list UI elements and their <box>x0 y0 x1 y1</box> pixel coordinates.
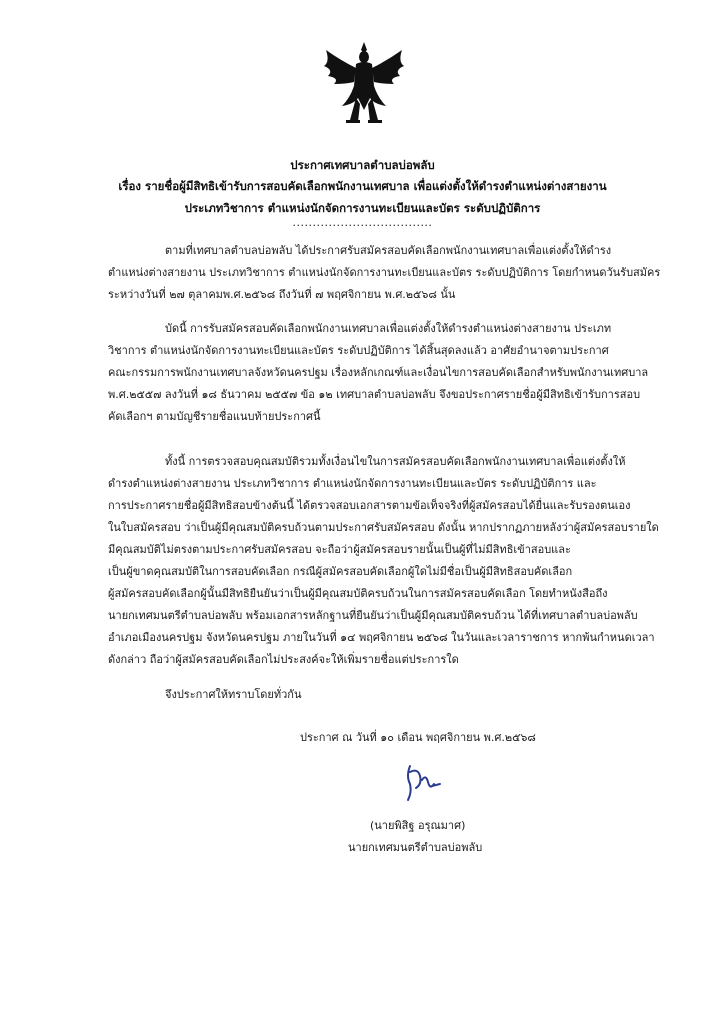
para2-line: พ.ศ.๒๕๕๗ ลงวันที่ ๑๘ ธันวาคม ๒๕๕๗ ข้อ ๑๒ เทศบาลตำบลบ่อพลับ จึงขอประกาศรายชื่อผู้มีสิทธิเข้ารับการสอบ <box>108 388 641 401</box>
title-divider: ................................... <box>292 216 433 229</box>
announcement-subject: เรื่อง รายชื่อผู้มีสิทธิเข้ารับการสอบคัดเลือกพนักงานเทศบาล เพื่อแต่งตั้งให้ดำรงตำแหน่งต่างสายงาน <box>118 179 607 193</box>
para2-line: คณะกรรมการพนักงานเทศบาลจังหวัดนครปฐม เรื่องหลักเกณฑ์และเงื่อนไขการสอบคัดเลือกสำหรับพนักงานเทศบาล <box>108 366 649 379</box>
para3-line: ดำรงตำแหน่งต่างสายงาน ประเภทวิชาการ ตำแหน่งนักจัดการงานทะเบียนและบัตร ระดับปฏิบัติการ และ <box>108 477 597 490</box>
para3-line: ผู้สมัครสอบคัดเลือกผู้นั้นมีสิทธิยืนยันว่าเป็นผู้มีคุณสมบัติครบถ้วนในการสมัครสอบคัดเลือก โดยทำหนังสือถึง <box>108 587 608 600</box>
signature-icon <box>396 762 448 806</box>
para3-line: มีคุณสมบัติไม่ตรงตามประกาศรับสมัครสอบ จะถือว่าผู้สมัครสอบรายนั้นเป็นผู้ที่ไม่มีสิทธิเข้าสอบและ <box>108 543 571 556</box>
announcement-subject-line2: ประเภทวิชาการ ตำแหน่งนักจัดการงานทะเบียนและบัตร ระดับปฏิบัติการ <box>184 201 541 215</box>
para3-line: ทั้งนี้ การตรวจสอบคุณสมบัติรวมทั้งเงื่อนไขในการสมัครสอบคัดเลือกพนักงานเทศบาลเพื่อแต่งตั้งให้ <box>165 455 626 468</box>
announcement-title: ประกาศเทศบาลตำบลบ่อพลับ <box>290 158 435 172</box>
garuda-emblem-icon <box>320 40 408 126</box>
para1-line: ตำแหน่งต่างสายงาน ประเภทวิชาการ ตำแหน่งนักจัดการงานทะเบียนและบัตร ระดับปฏิบัติการ โดยกำหนดวันรับสมัคร <box>108 266 661 279</box>
para3-line: ดังกล่าว ถือว่าผู้สมัครสอบคัดเลือกไม่ประสงค์จะให้เพิ่มรายชื่อแต่ประการใด <box>108 653 459 666</box>
para3-line: อำเภอเมืองนครปฐม จังหวัดนครปฐม ภายในวันที่ ๑๔ พฤศจิกายน ๒๕๖๘ ในวันและเวลาราชการ หากพ้นกำหนดเวลา <box>108 631 655 644</box>
para2-line: คัดเลือกฯ ตามบัญชีรายชื่อแนบท้ายประกาศนี้ <box>108 410 321 423</box>
para2-line: บัดนี้ การรับสมัครสอบคัดเลือกพนักงานเทศบาลเพื่อแต่งตั้งให้ดำรงตำแหน่งต่างสายงาน ประเภท <box>165 322 612 335</box>
closing-line: จึงประกาศให้ทราบโดยทั่วกัน <box>165 688 302 701</box>
para3-line: ในใบสมัครสอบ ว่าเป็นผู้มีคุณสมบัติครบถ้วนตามประกาศรับสมัครสอบ ดังนั้น หากปรากฏภายหลังว่าผู้สมัครสอบรายใด <box>108 521 659 534</box>
para3-line: เป็นผู้ขาดคุณสมบัติในการสอบคัดเลือก กรณีผู้สมัครสอบคัดเลือกผู้ใดไม่มีชื่อเป็นผู้มีสิทธิสอบคัดเลือก <box>108 565 573 578</box>
signer-name: (นายพิสิฐ อรุณมาศ) <box>370 819 466 832</box>
announce-date: ประกาศ ณ วันที่ ๑๐ เดือน พฤศจิกายน พ.ศ.๒๕๖๘ <box>300 731 536 744</box>
para3-line: นายกเทศมนตรีตำบลบ่อพลับ พร้อมเอกสารหลักฐานที่ยืนยันว่าเป็นผู้มีคุณสมบัติครบถ้วน ได้ที่เทศบาลตำบลบ่อพลับ <box>108 609 638 622</box>
para1-line: ตามที่เทศบาลตำบลบ่อพลับ ได้ประกาศรับสมัครสอบคัดเลือกพนักงานเทศบาลเพื่อแต่งตั้งให้ดำรง <box>165 244 612 257</box>
signer-title: นายกเทศมนตรีตำบลบ่อพลับ <box>348 841 483 854</box>
para2-line: วิชาการ ตำแหน่งนักจัดการงานทะเบียนและบัตร ระดับปฏิบัติการ ได้สิ้นสุดลงแล้ว อาศัยอำนาจตามประกาศ <box>108 344 609 357</box>
para3-line: การประกาศรายชื่อผู้มีสิทธิสอบข้างต้นนี้ ได้ตรวจสอบเอกสารตามข้อเท็จจริงที่ผู้สมัครสอบได้ยื่นและรับรองตนเอง <box>108 499 631 512</box>
para1-line: ระหว่างวันที่ ๒๗ ตุลาคมพ.ศ.๒๕๖๘ ถึงวันที่ ๗ พฤศจิกายน พ.ศ.๒๕๖๘ นั้น <box>108 288 456 301</box>
